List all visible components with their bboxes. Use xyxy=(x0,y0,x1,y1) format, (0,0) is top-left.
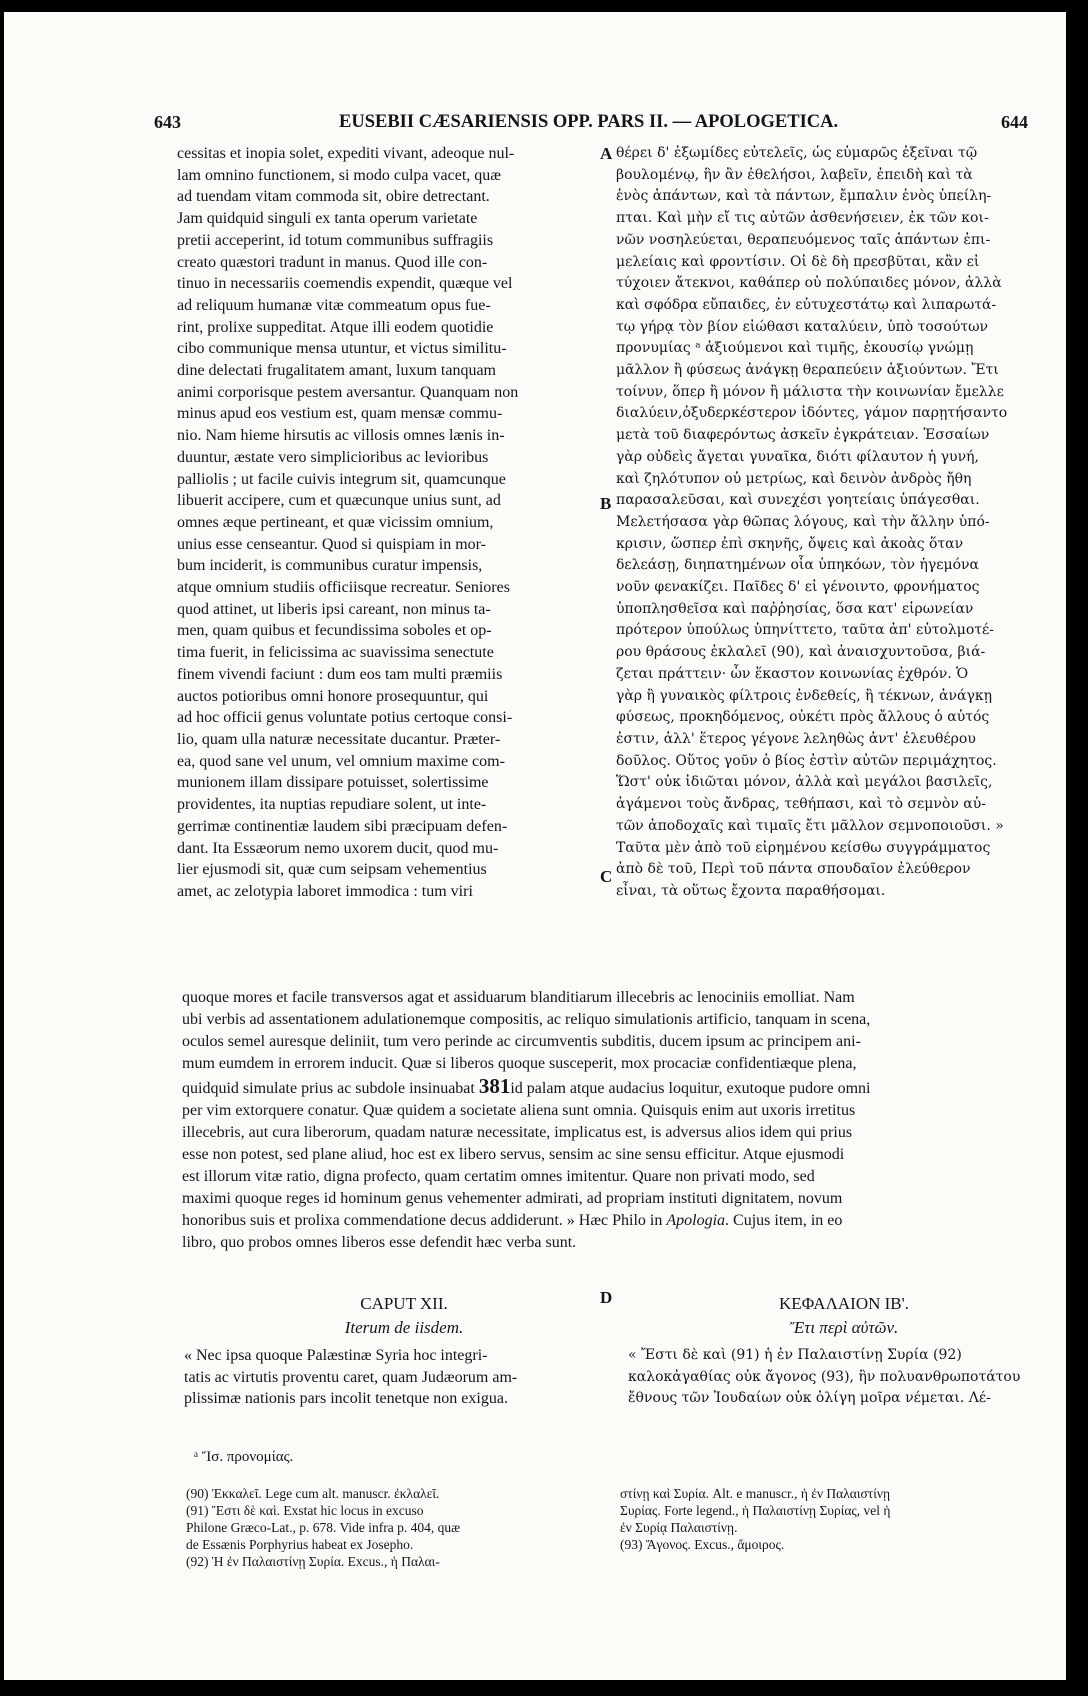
latin-line: ad hoc officii genus voluntate potius certoque consi- xyxy=(177,709,513,727)
latin-line: lier ejusmodi sit, quæ cum seipsam vehementius xyxy=(177,861,487,879)
footnote-line: (91) Ἔστι δὲ καὶ. Exstat hic locus in excuso xyxy=(186,1503,424,1518)
greek-line: ρου θράσους ἐκλαλεῖ (90), καὶ ἀναισχυντοῦσα, βιά- xyxy=(616,644,986,661)
caput-latin-line: « Nec ipsa quoque Palæstinæ Syria hoc integri- xyxy=(184,1347,488,1364)
footnote-line: de Essænis Porphyrius habeat ex Josepho. xyxy=(186,1537,414,1552)
caput-latin-text xyxy=(184,1345,592,1410)
full-line: oculos semel auresque deliniit, tum vero perinde ac circumventis subditis, ducem ipsum ac principem ani- xyxy=(182,1033,861,1050)
greek-line: Μελετήσασα γὰρ θῶπας λόγους, καὶ τὴν ἄλλην ὑπό- xyxy=(616,513,990,530)
running-title: EUSEBII CÆSARIENSIS OPP. PARS II. — APOLOGETICA. xyxy=(339,112,839,132)
full-line-part: . Cujus item, in eo xyxy=(725,1212,843,1229)
greek-line: τῳ γήρᾳ τὸν βίον εἰώθασι καταλύειν, ὑπὸ τοσούτων xyxy=(616,318,989,335)
greek-line: μελείαις καὶ φροντίσιν. Οἱ δὲ δὴ πρεσβῦται, κἂν εἰ xyxy=(616,253,980,270)
greek-line: ἐστιν, ἀλλ' ἕτερος γέγονε λεληθὼς ἀντ' ἐλευθέρου xyxy=(616,730,976,747)
footnote-a: ᵃ Ἴσ. προνομίας. xyxy=(194,1449,294,1465)
page-scan xyxy=(4,12,1066,1680)
greek-line: ἑνὸς ἁπάντων, καὶ τὰ πάντων, ἔμπαλιν ἑνὸς ὑπείλη- xyxy=(616,188,992,205)
greek-line: διαλύειν,ὀξυδερκέστερον ἰδόντες, γάμον παρῃτήσαντο xyxy=(616,405,1008,422)
latin-line: rint, prolixe suppeditat. Atque illi eodem quotidie xyxy=(177,318,494,336)
latin-line: cibo communique mensa utuntur, et victus similitu- xyxy=(177,340,507,358)
greek-line: κρισιν, ὥσπερ ἐπὶ σκηνῆς, ὄψεις καὶ ἀκοὰς ὅταν xyxy=(616,535,964,552)
latin-line: bum inciderit, is communibus curatur impensis, xyxy=(177,557,483,575)
latin-line: gerrimæ continentiæ laudem sibi præcipuam defen- xyxy=(177,817,508,835)
latin-line: cessitas et inopia solet, expediti vivant, adeoque nul- xyxy=(177,145,515,162)
margin-letter-a: A xyxy=(600,144,613,163)
latin-line: dant. Ita Essæorum nemo uxorem ducit, quod mu- xyxy=(177,839,499,857)
latin-line: lam omnino functionem, si modo culpa vacet, quæ xyxy=(177,166,501,184)
greek-line: Ταῦτα μὲν ἀπὸ τοῦ εἰρημένου κείσθω συγγράμματος xyxy=(616,839,991,856)
greek-line: θέρει δ' ἐξωμίδες εὐτελεῖς, ὡς εὐμαρῶς ἐξεῖναι τῷ xyxy=(616,145,978,161)
full-line: esse non potest, sed plane aliud, hoc est ex libero servus, sensim ac sine sensu efficitur. Atque ejusmodi xyxy=(182,1146,845,1163)
greek-line: γὰρ οὐδεὶς ἄγεται γυναῖκα, διότι φίλαυτον ἡ γυνή, xyxy=(616,448,979,465)
page-number-left: 643 xyxy=(154,112,181,132)
page-number-right: 644 xyxy=(1001,112,1028,132)
full-line: illecebris, aut cura liberorum, quadam naturæ necessitate, implicatus est, is adversus alios idem qui prius xyxy=(182,1124,853,1141)
latin-line: palliolis ; ut facile cuivis integrum sit, quamcunque xyxy=(177,470,506,488)
latin-line: Jam quidquid singuli ex tanta operum varietate xyxy=(177,210,478,228)
latin-line: auctos potioribus omni honore prosequuntur, qui xyxy=(177,687,489,705)
caput-latin-line: tatis ac virtutis proventu caret, quam Judæorum am- xyxy=(184,1368,518,1386)
footnote-line: Συρίας. Forte legend., ἡ Παλαιστίνῃ Συρίας, vel ἡ xyxy=(620,1503,891,1518)
greek-line: βουλομένῳ, ἣν ἂν ἐθελήσοι, λαβεῖν, ἐπειδὴ καὶ τὰ xyxy=(616,166,973,183)
greek-line: καὶ ζηλότυπον οὐ μετρίως, καὶ δεινὸν ἀνδρὸς ἤθη xyxy=(616,470,972,487)
full-line xyxy=(182,1075,1030,1100)
footnotes-left xyxy=(186,1485,586,1570)
margin-letter-c: C xyxy=(600,867,613,886)
greek-line: παρασαλεῦσαι, καὶ συνεχέσι γοητείαις ὑπάγεσθαι. xyxy=(616,492,980,509)
full-line: maximi quoque reges id hominum genus vehementer admirati, ad propriam instituti dignitatem, novum xyxy=(182,1190,843,1207)
footnote-line: στίνῃ καὶ Συρία. Alt. e manuscr., ἡ ἐν Παλαιστίνῃ xyxy=(620,1486,891,1501)
full-line: mum eumdem in errorem inducit. Quæ si liberos quoque susceperit, mox procaciæ confidentiæque plena, xyxy=(182,1055,857,1072)
greek-line: ἀγάμενοι τοὺς ἄνδρας, τεθήπασι, καὶ τὸ σεμνὸν αὐ- xyxy=(616,796,986,813)
full-line: libro, quo probos omnes liberos esse defendit hæc verba sunt. xyxy=(182,1234,577,1251)
caput-greek-line: ἔθνους τῶν Ἰουδαίων οὐκ ὀλίγη μοῖρα νέμεται. Λέ- xyxy=(628,1390,991,1407)
latin-line: animi corporisque pestem aversantur. Quanquam non xyxy=(177,383,519,401)
greek-line: φύσεως, προκηδόμενος, οὐκέτι πρὸς ἄλλους ὁ αὐτός xyxy=(616,709,990,726)
greek-line: πρότερον ὑπούλως ὑπηνίττετο, ταῦτα ἀπ' εὐτολμοτέ- xyxy=(616,622,995,639)
caput-greek-line: « Ἔστι δὲ καὶ (91) ἡ ἐν Παλαιστίνῃ Συρία (92) xyxy=(628,1347,962,1363)
footnote-line: (92) Ἡ ἐν Παλαιστίνῃ Συρία. Excus., ἡ Παλαι- xyxy=(186,1554,440,1569)
full-line: est illorum vitæ ratio, digna profecto, quam certatim omnes imitentur. Quare non privati modo, sed xyxy=(182,1168,815,1185)
full-line xyxy=(182,1210,1030,1232)
footnote-line: Philone Græco-Lat., p. 678. Vide infra p. 404, quæ xyxy=(186,1520,461,1535)
greek-line: μᾶλλον ἢ φύσεως ἀνάγκῃ θεραπεύειν ἀξιούντων. Ἔτι xyxy=(616,362,999,379)
full-line-part: id palam atque audacius loquitur, exutoque pudore omni xyxy=(510,1080,871,1097)
latin-column xyxy=(177,143,593,903)
latin-line: dine delectati frugalitatem amant, luxum tanquam xyxy=(177,362,496,380)
latin-line: munionem illam dissipare potuisset, solertissime xyxy=(177,774,489,792)
latin-line: quod attinet, ut liberis ipsi careant, non minus ta- xyxy=(177,600,491,618)
latin-line: ea, quod sane vel unum, vel omnium maxime com- xyxy=(177,752,505,770)
greek-line: Ὥστ' οὐκ ἰδιῶται μόνον, ἀλλὰ καὶ μεγάλοι βασιλεῖς, xyxy=(616,774,993,791)
greek-line: ἀπὸ δὲ τοῦ, Περὶ τοῦ πάντα σπουδαῖον ἐλεύθερον xyxy=(616,861,971,878)
greek-line: ὑποπλησθεῖσα καὶ παῤῥησίας, ὅσα κατ' εἰρωνείαν xyxy=(616,600,974,617)
latin-line: ad tuendam vitam commoda sit, obire detrectant. xyxy=(177,188,490,206)
latin-line: creato quæstori tradunt in manus. Quod ille con- xyxy=(177,253,488,271)
caput-left-title: CAPUT XII. xyxy=(360,1294,448,1313)
page-marker: 381 xyxy=(478,1074,511,1098)
latin-line: libuerit accipere, cum et quæcunque unius sunt, ad xyxy=(177,492,501,510)
latin-line: amet, ac zelotypia laboret immodica : tum viri xyxy=(177,882,473,900)
latin-line: duuntur, æstate vero simplicioribus ac levioribus xyxy=(177,448,489,466)
full-line: ubi verbis ad assentationem adulationemque compositis, ac reliquo simulationis artificio, tanquam in scena, xyxy=(182,1011,871,1028)
greek-line: νοῦν φενακίζει. Παῖδες δ' εἰ γένοιντο, φρονήματος xyxy=(616,579,980,596)
footnote-line: (93) Ἄγονος. Excus., ἄμοιρος. xyxy=(620,1537,785,1552)
full-line-part: honoribus suis et prolixa commendatione decus addiderunt. » Hæc Philo in xyxy=(182,1212,663,1229)
greek-line: μετὰ τοῦ διαφερόντως ἀσκεῖν ἐγκράτειαν. Ἐσσαίων xyxy=(616,427,990,444)
caput-greek-text xyxy=(628,1345,1030,1410)
caput-latin-line: plissimæ nationis pars incolit tenetque non exigua. xyxy=(184,1390,508,1408)
latin-line: ad reliquum humanæ vitæ commeatum opus fue- xyxy=(177,296,491,314)
latin-line: finem vivendi faciunt : dum eos tam multi præmiis xyxy=(177,665,503,683)
full-line: per vim extorquere conatur. Quæ quidem a societate aliena sunt omnia. Quisquis enim aut uxoris irretitus xyxy=(182,1102,856,1119)
footnote-line: ἐν Συρίᾳ Παλαιστίνῃ. xyxy=(620,1520,738,1535)
full-width-paragraph xyxy=(182,987,1030,1254)
latin-line: pretii acceperint, id totum communibus suffragiis xyxy=(177,231,494,249)
caput-left-subtitle: Iterum de iisdem. xyxy=(344,1318,464,1337)
latin-line: lio, quam ulla naturæ necessitate ducantur. Præter- xyxy=(177,730,501,748)
full-line-part: quidquid simulate prius ac subdole insinuabat xyxy=(182,1080,475,1097)
latin-line: unius esse censeantur. Quod si quispiam in mor- xyxy=(177,535,486,553)
latin-line: tinuo in necessariis coemendis expendit, quæque vel xyxy=(177,275,513,293)
latin-line: nio. Nam hieme hirsutis ac villosis omnes lænis in- xyxy=(177,427,505,445)
greek-line: δοῦλος. Οὕτος γοῦν ὁ βίος ἐστὶν αὐτῶν περιμάχητος. xyxy=(616,752,997,769)
greek-line: εἶναι, τὰ οὕτως ἔχοντα παραθήσομαι. xyxy=(616,882,886,899)
greek-line: τύχοιεν ἄτεκνοι, καθάπερ οὐ πολύπαιδες μόνον, ἀλλὰ xyxy=(616,275,1002,292)
latin-line: tima fuerit, in felicissima ac suavissima senectute xyxy=(177,644,494,662)
margin-letter-b: B xyxy=(600,494,612,513)
greek-column xyxy=(616,143,1030,903)
greek-line: ζεται πράττειν· ὧν ἕκαστον κοινωνίας ἐχθρόν. Ὁ xyxy=(616,665,969,682)
greek-line: γὰρ ἢ γυναικὸς φίλτροις ἐνδεθείς, ἢ τέκνων, ἀνάγκῃ xyxy=(616,687,992,704)
greek-line: δελεάσῃ, διηπατημένων οἷα ὑπηκόων, τὸν ἡγεμόνα xyxy=(616,557,980,574)
footnote-line: (90) Ἐκκαλεῖ. Lege cum alt. manuscr. ἐκλαλεῖ. xyxy=(186,1486,440,1501)
caput-greek-line: καλοκἀγαθίας οὐκ ἄγονος (93), ἣν πολυανθρωποτάτου xyxy=(628,1368,1021,1385)
caput-right-subtitle: Ἔτι περὶ αὐτῶν. xyxy=(789,1318,899,1337)
latin-line: men, quam quibus et fecundissima soboles et op- xyxy=(177,622,492,640)
latin-line: omnes æque pertineant, et quæ vicissim omnium, xyxy=(177,513,494,531)
full-line: quoque mores et facile transversos agat et assiduarum blanditiarum illecebris ac lenociniis emolliat. Nam xyxy=(182,989,855,1006)
greek-line: νῶν νοσηλεύεται, θεραπευόμενος ταῖς ἁπάντων ἐπι- xyxy=(616,231,991,248)
greek-line: καὶ σφόδρα εὔπαιδες, ἐν εὐτυχεστάτῳ καὶ λιπαρωτά- xyxy=(616,296,997,313)
greek-line: τῶν ἀποδοχαῖς καὶ τιμαῖς ἔτι μᾶλλον σεμνοποιοῦσι. » xyxy=(616,817,1004,834)
latin-line: providentes, ita nuptias repudiare solent, ut inte- xyxy=(177,796,487,814)
greek-line: πται. Καὶ μὴν εἴ τις αὐτῶν ἀσθενήσειεν, ἐκ τῶν κοι- xyxy=(616,210,989,227)
greek-line: προνυμίας ᵃ ἀξιούμενοι καὶ τιμῆς, ἑκουσίῳ γνώμῃ xyxy=(616,340,974,357)
latin-line: minus apud eos vestium est, quam mensæ commu- xyxy=(177,405,503,423)
full-line-italic: Apologia xyxy=(666,1212,726,1229)
greek-line: τοίνυν, ὅπερ ἢ μόνον ἢ μάλιστα τὴν κοινωνίαν ἔμελλε xyxy=(616,383,1004,400)
latin-line: atque omnium studiis officiisque recreatur. Seniores xyxy=(177,579,510,597)
caput-right-title: ΚΕΦΑΛΑΙΟΝ ΙΒ'. xyxy=(779,1294,909,1313)
footnotes-right xyxy=(620,1485,1030,1553)
margin-letter-d: D xyxy=(600,1288,613,1307)
